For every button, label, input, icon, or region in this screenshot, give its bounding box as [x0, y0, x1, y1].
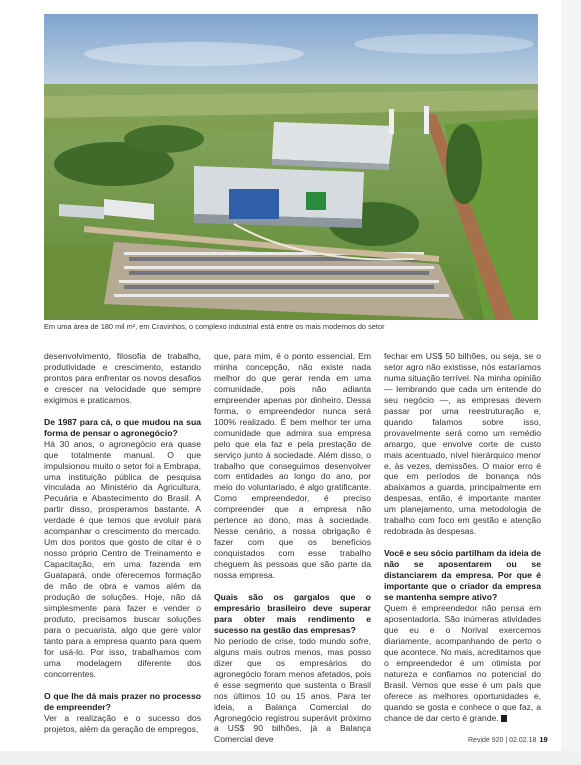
column-1 [44, 351, 201, 741]
article-body [44, 351, 541, 745]
paragraph: desenvolvimento, filosofia de trabalho, produtividade e crescimento, estando prontos para enfrentar os novos desafios e crescer na velocidade que sempre exigimos e praticamos. [44, 351, 201, 405]
issue-label: Revide 920 | 02.02.18 [468, 737, 537, 744]
paragraph: que, para mim, é o ponto essencial. Em minha concepção, não existe nada melhor do que gerar renda em uma comunidade, pois não adianta empreender apenas por dinheiro. Dessa forma, o empreendedor nunca será 100% realizado. É bem melhor ter uma comunidade que admira sua empresa pelo que ela faz e pela prestação de serviço junto à sociedade. Além disso, o trabalho que conseguimos desenvolver com entidades ao longo do ano, por meio do voluntariado, é algo gratificante. Como empreendedor, é preciso compreender que a empresa não pertence ao dono, mas à sociedade. Nesse cenário, a nossa obrigação é fazer com que os benefícios conquistados com esse trabalho cheguem às pessoas que são parte da nossa empresa. [214, 351, 371, 581]
closing-paragraph-text: Quem é empreendedor não pensa em aposentadoria. São inúmeras atividades que eu e o Norival exercemos diariamente, acompanhando de perto o que acontece. No mais, acreditamos que o empreendedor é um otimista por natureza e confiamos no potencial do Brasil. Vemos que esse é um país que oferece as melhores oportunidades e, quando se gosta e conhece o que faz, a chance de dar certo é grande. [384, 602, 541, 723]
column-3 [384, 351, 541, 741]
aerial-industrial-complex-photo-icon [44, 14, 538, 320]
question-heading: O que lhe dá mais prazer no processo de empreender? [44, 690, 201, 712]
question-heading: Você e seu sócio partilham da ideia de não se aposentarem ou se distanciarem da empresa. Por que é importante que o criador da empresa se mantenha sempre ativo? [384, 548, 541, 603]
paragraph: Ver a realização e o sucesso dos projetos, além da geração de empregos, [44, 712, 201, 734]
question-heading: De 1987 para cá, o que mudou na sua forma de pensar o agronegócio? [44, 416, 201, 438]
paragraph: No período de crise, todo mundo sofre, alguns mais outros menos, mas posso dizer que os empresários do agronegócio foram menos afetados, pois é esse segmento que sustenta o Brasil nos últimos 10 ou 15 anos. Para ter ideia, a Balança Comercial do Agronegócio registrou superávit próximo a US$ 90 bilhões, já a Balança Comercial deve [214, 635, 371, 745]
paragraph: fechar em US$ 50 bilhões, ou seja, se o setor agro não existisse, nós estaríamos numa situação terrível. Na minha opinião — lembrando que cada um entende do seu negócio —, as empresas devem passar por uma reestruturação e, quando falamos sobre isso, provavelmente será como um remédio amargo, que envolve corte de custo mais acentuado, nível hierárquico menor e, às vezes, demissões. O maior erro é que em períodos de bonança nós abaixamos a guarda, principalmente em despesas, então, é importante manter um planejamento, uma metodologia de trabalho com foco em gestão e atenção redobrada às despesas. [384, 351, 541, 537]
photo-caption: Em uma área de 180 mil m², em Cravinhos, o complexo industrial está entre os mais modernos do setor [44, 322, 385, 331]
page-margin-strip [561, 0, 581, 765]
paragraph [384, 603, 541, 723]
paragraph: Há 30 anos, o agronegócio era quase que totalmente manual. O que impulsionou muito o setor foi a Embrapa, uma instituição pública de pesquisa vinculada ao Ministério da Agricultura, Pecuária e Abastecimento do Brasil. A partir disso, prosperamos bastante. A verdade é que temos que evoluir para acompanhar o crescimento do mercado. Um dos pontos que gosto de citar é o nosso próprio Centro de Treinamento e Capacitação, em uma fazenda em Guatapará, onde oferecemos formação de mão de obra e vamos além da produção de soluções. Hoje, não dá simplesmente para fazer e vender o produto, precisamos buscar soluções para o pecuarista, algo que gere valor tanto para a empresa quanto para quem for usá-lo. Por isso, trabalhamos com uma modelagem diferente dos concorrentes. [44, 438, 201, 679]
page-number: 19 [539, 735, 548, 744]
column-2 [214, 351, 371, 745]
page-footer [468, 734, 548, 746]
page-bottom-strip [0, 751, 581, 765]
aerial-photo [44, 14, 538, 320]
end-of-article-icon [501, 715, 507, 722]
question-heading: Quais são os gargalos que o empresário brasileiro deve superar para obter mais rendimento e sucesso na gestão das empresas? [214, 592, 371, 635]
